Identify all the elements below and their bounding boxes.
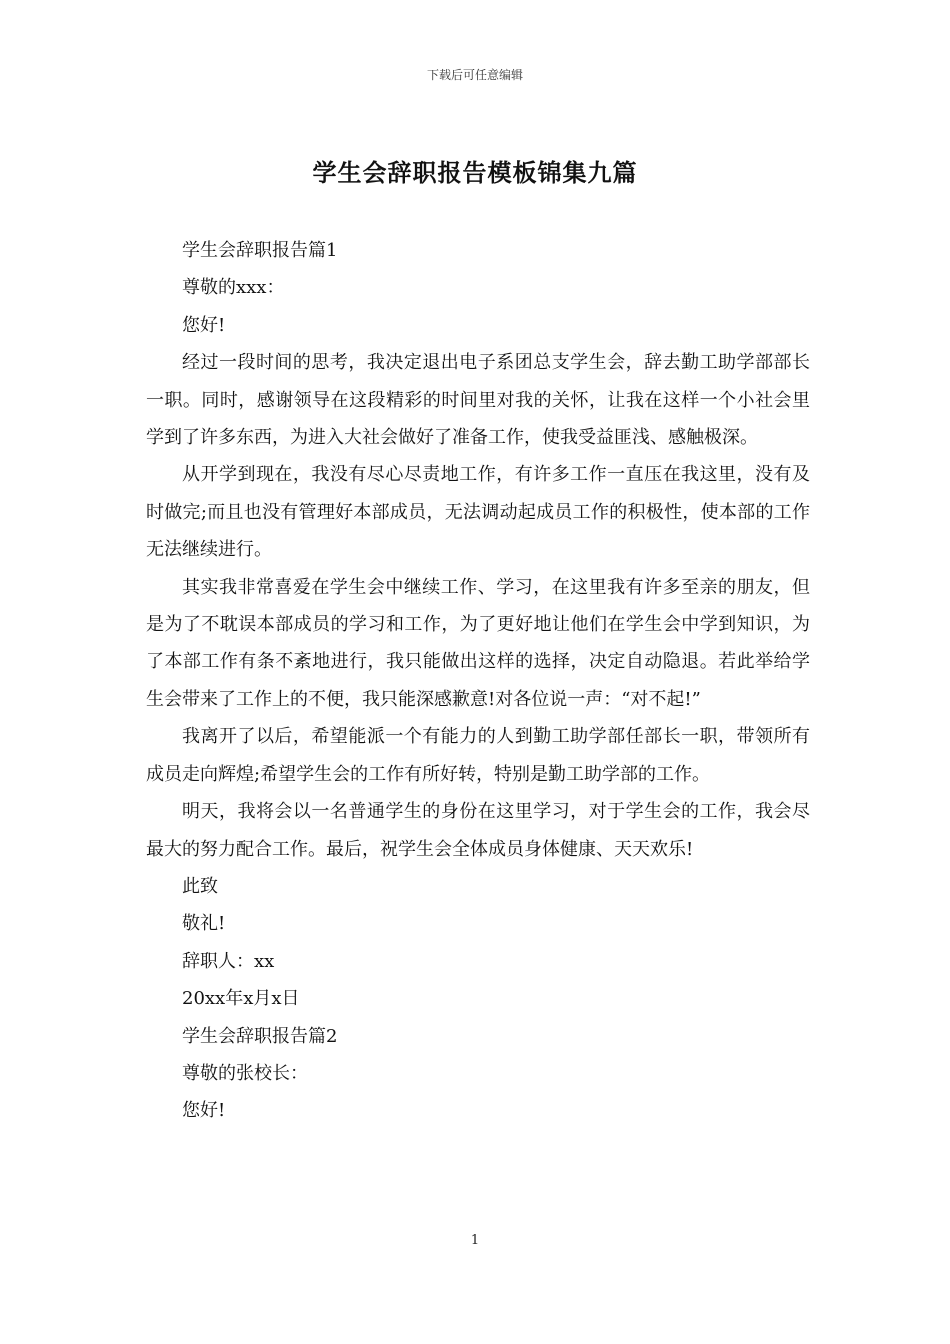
salutation: 尊敬的张校长： <box>182 1062 308 1084</box>
body-paragraph: 从开学到现在，我没有尽心尽责地工作，有许多工作一直压在我这里，没有及时做完;而且也没有管理好本部成员，无法调动起成员工作的积极性，使本部的工作无法继续进行。 <box>146 464 810 561</box>
salutation: 尊敬的xxx： <box>182 277 285 299</box>
date-line: 20xx年x月x日 <box>182 988 300 1010</box>
document-body <box>146 232 810 1130</box>
section-heading: 学生会辞职报告篇2 <box>182 1025 338 1047</box>
section-heading: 学生会辞职报告篇1 <box>182 240 338 261</box>
document-title: 学生会辞职报告模板锦集九篇 <box>312 158 638 187</box>
closing-line: 此致 <box>182 875 218 897</box>
page-number: 1 <box>470 1233 480 1248</box>
body-paragraph: 其实我非常喜爱在学生会中继续工作、学习，在这里我有许多至亲的朋友，但是为了不耽误本部成员的学习和工作，为了更好地让他们在学生会中学到知识，为了本部工作有条不紊地进行，我只能做出这样的选择，决定自动隐退。若此举给学生会带来了工作上的不便，我只能深感歉意!对各位说一声：“对不起!” <box>146 576 810 710</box>
body-paragraph: 经过一段时间的思考，我决定退出电子系团总支学生会，辞去勤工助学部部长一职。同时，感谢领导在这段精彩的时间里对我的关怀，让我在这样一个小社会里学到了许多东西，为进入大社会做好了准备工作，使我受益匪浅、感触极深。 <box>146 352 810 449</box>
body-paragraph: 明天，我将会以一名普通学生的身份在这里学习，对于学生会的工作，我会尽最大的努力配合工作。最后，祝学生会全体成员身体健康、天天欢乐! <box>146 801 810 860</box>
body-paragraph: 我离开了以后，希望能派一个有能力的人到勤工助学部任部长一职，带领所有成员走向辉煌;希望学生会的工作有所好转，特别是勤工助学部的工作。 <box>146 726 810 785</box>
signature-line: 辞职人：xx <box>182 950 275 972</box>
greeting: 您好! <box>182 314 226 336</box>
greeting: 您好! <box>182 1100 226 1122</box>
closing-regards: 敬礼! <box>182 913 226 935</box>
page-header: 下载后可任意编辑 <box>426 68 523 82</box>
